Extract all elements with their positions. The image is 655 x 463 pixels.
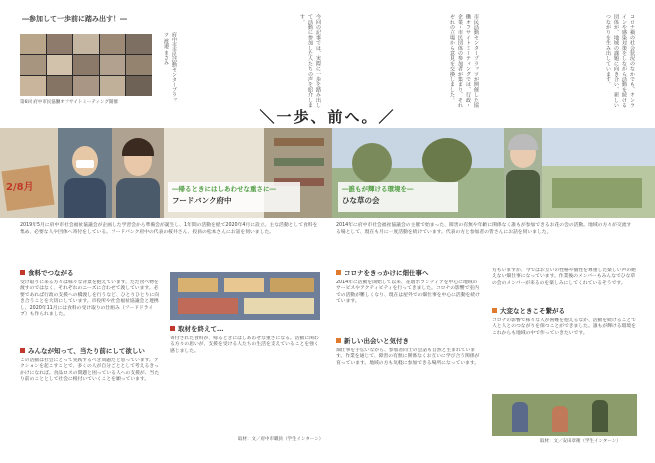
section-head bbox=[170, 324, 320, 333]
section-head bbox=[492, 306, 637, 315]
right-credit: 取材：文／安田章衛（学生インターン） bbox=[540, 439, 621, 444]
vertical-article-3: コロナ禍の社会状況のなかでも、オンラインや感染対策をしながら活動を続ける団体が、地域の課題に向き合い、新しいつながりを生み出しています。 bbox=[605, 14, 635, 108]
main-title: ＼一歩、前へ。／ bbox=[259, 108, 396, 126]
person-photo-1 bbox=[58, 128, 112, 218]
left-column-1 bbox=[20, 268, 160, 428]
top-banner: ―参加して一歩前に踏み出す！― bbox=[22, 15, 127, 23]
left-org-name: フードバンク府中 bbox=[172, 196, 232, 205]
section-body: 畑仕事を手伝いながら、参加者同士の会話も自然と生まれています。作業を通じて、障害の有無に関係なくお互いに学び合う関係が育っています。地域の方も気軽に参加できる場所になっています。 bbox=[336, 348, 480, 366]
left-credit: 取材：文／府中市職員（学生インターン） bbox=[238, 437, 324, 442]
right-intro: 2014年に府中市社会福祉協議会の主催で始まった、障害の有無や年齢に関係なく誰もが参加できるお花の会の活動。地域の方々が交流する場として、現在も月に一度活動を続けています。代表の方と参加者の皆さんにお話を伺いました。 bbox=[336, 223, 632, 235]
section-title: 大変なときこそ繋がる bbox=[500, 307, 565, 315]
zoom-collage bbox=[20, 34, 152, 96]
section-body: 寄付された食料が、帰るときにはしあわせな重さになる。活動に関わる方々の思いが、支援を受ける人たちの生活を支えていることを強く感じました。 bbox=[170, 336, 319, 354]
right-column-1 bbox=[336, 268, 481, 436]
garden-work-photo bbox=[492, 394, 637, 436]
right-subtitle: ―誰もが輝ける環境を― bbox=[342, 185, 414, 193]
box-sign-text: 2/8月 bbox=[6, 182, 34, 193]
section-body: 2014年に活動を開始して以来、花壇ボランティアを中心に地域のサービスやアクティビティを行ってきました。コロナの影響で室内での活動が難しくなり、現在は屋外での畑仕事を中心に活動を続けています。 bbox=[336, 280, 480, 305]
photo-caption: 第6回 府中市民協働オフサイトミーティング開催 bbox=[20, 100, 118, 105]
person-photo-2 bbox=[112, 128, 164, 218]
section-body: 受け取りに来る方々は様々な背景を抱えています。ただ食べ物を渡すのではなく、それぞれのニーズに合わせて渡しています。必要であれば行政の支援への橋渡しを行うなど、ひとりひとりに向き合うことを大切にしています。市役所や社会福祉協議会と連携し、2020年11月には食料の受け取りの仕組み（フードドライブ）も作られました。 bbox=[20, 280, 160, 318]
right-top-text: 方もいますが、今ではお互いの性格や個性を尊重した楽しい声の絶えない畑仕事になっています。作業後のメンバーもみんなでひな草の会のメンバーが来るのを楽しみにしてくれているそうです。 bbox=[492, 268, 636, 286]
vertical-article-2: 市民活動センタープラッツが開催した協働オフサイトミーティングでは、行政・企業・市民団体の参加者が集まり、それぞれの立場から意見を交換しました。 bbox=[449, 14, 479, 108]
section-title: 食料でつながる bbox=[28, 269, 74, 277]
section-title: 取材を終えて… bbox=[178, 325, 224, 333]
square-bullet-icon bbox=[170, 326, 175, 331]
garden-photo-right bbox=[542, 128, 655, 218]
food-shelves-photo bbox=[170, 272, 320, 320]
woman-photo bbox=[504, 128, 542, 218]
left-intro: 2019年5月に府中市社会福祉協議会が企画した学習会から準備会が誕生し、1年間の活動を経て2020年4月に設立。主な活動として食料を集め、必要な人や団体へ寄付をしている。フードバンク府中の代表の桜井さん、役員の松本さんにお話を伺いました。 bbox=[20, 223, 318, 235]
section-body: この活動は社会にとって実践するべき問題だと思っています。アクションを起こすことで、多くの人が自分ごととして考えるきっかけになれば。食品ロスの問題と困っている人への支援が、当たり前のこととして社会に根付いていくことを願っています。 bbox=[20, 358, 160, 383]
section-body: コロナの影響で様々な人が困難を抱えるなか、活動を続けることで人と人とのつながりを保つことができました。誰もが輝ける環境をこれからも地域の中で作っていきたいです。 bbox=[492, 318, 636, 336]
section-head bbox=[20, 268, 160, 277]
section-title: 新しい出会いと気付き bbox=[344, 337, 409, 345]
food-boxes-photo bbox=[0, 128, 58, 218]
section-title: コロナをきっかけに畑仕事へ bbox=[344, 269, 429, 277]
section-head bbox=[336, 268, 481, 277]
right-subtitle-box bbox=[338, 182, 458, 212]
square-bullet-icon bbox=[20, 348, 25, 353]
section-head bbox=[336, 336, 481, 345]
left-column-2 bbox=[170, 324, 320, 398]
left-subtitle: ―帰るときにはしあわせな重さに― bbox=[172, 185, 276, 193]
section-title: みんなが知って、当たり前にして欲しい bbox=[28, 347, 145, 355]
right-org-name: ひな草の会 bbox=[342, 196, 380, 205]
author-credit: 府中市市民活動センタープラッツ 渡邉 まさみ bbox=[163, 32, 177, 102]
square-bullet-icon bbox=[20, 270, 25, 275]
square-bullet-icon bbox=[336, 338, 341, 343]
vertical-article-1: 今回の記事では、実際に一歩を踏み出して活動に参加した人たちの声を紹介します。 bbox=[299, 14, 321, 108]
left-subtitle-box bbox=[168, 182, 300, 212]
right-column-2 bbox=[492, 306, 637, 394]
square-bullet-icon bbox=[336, 270, 341, 275]
section-head bbox=[20, 346, 160, 355]
square-bullet-icon bbox=[492, 308, 497, 313]
